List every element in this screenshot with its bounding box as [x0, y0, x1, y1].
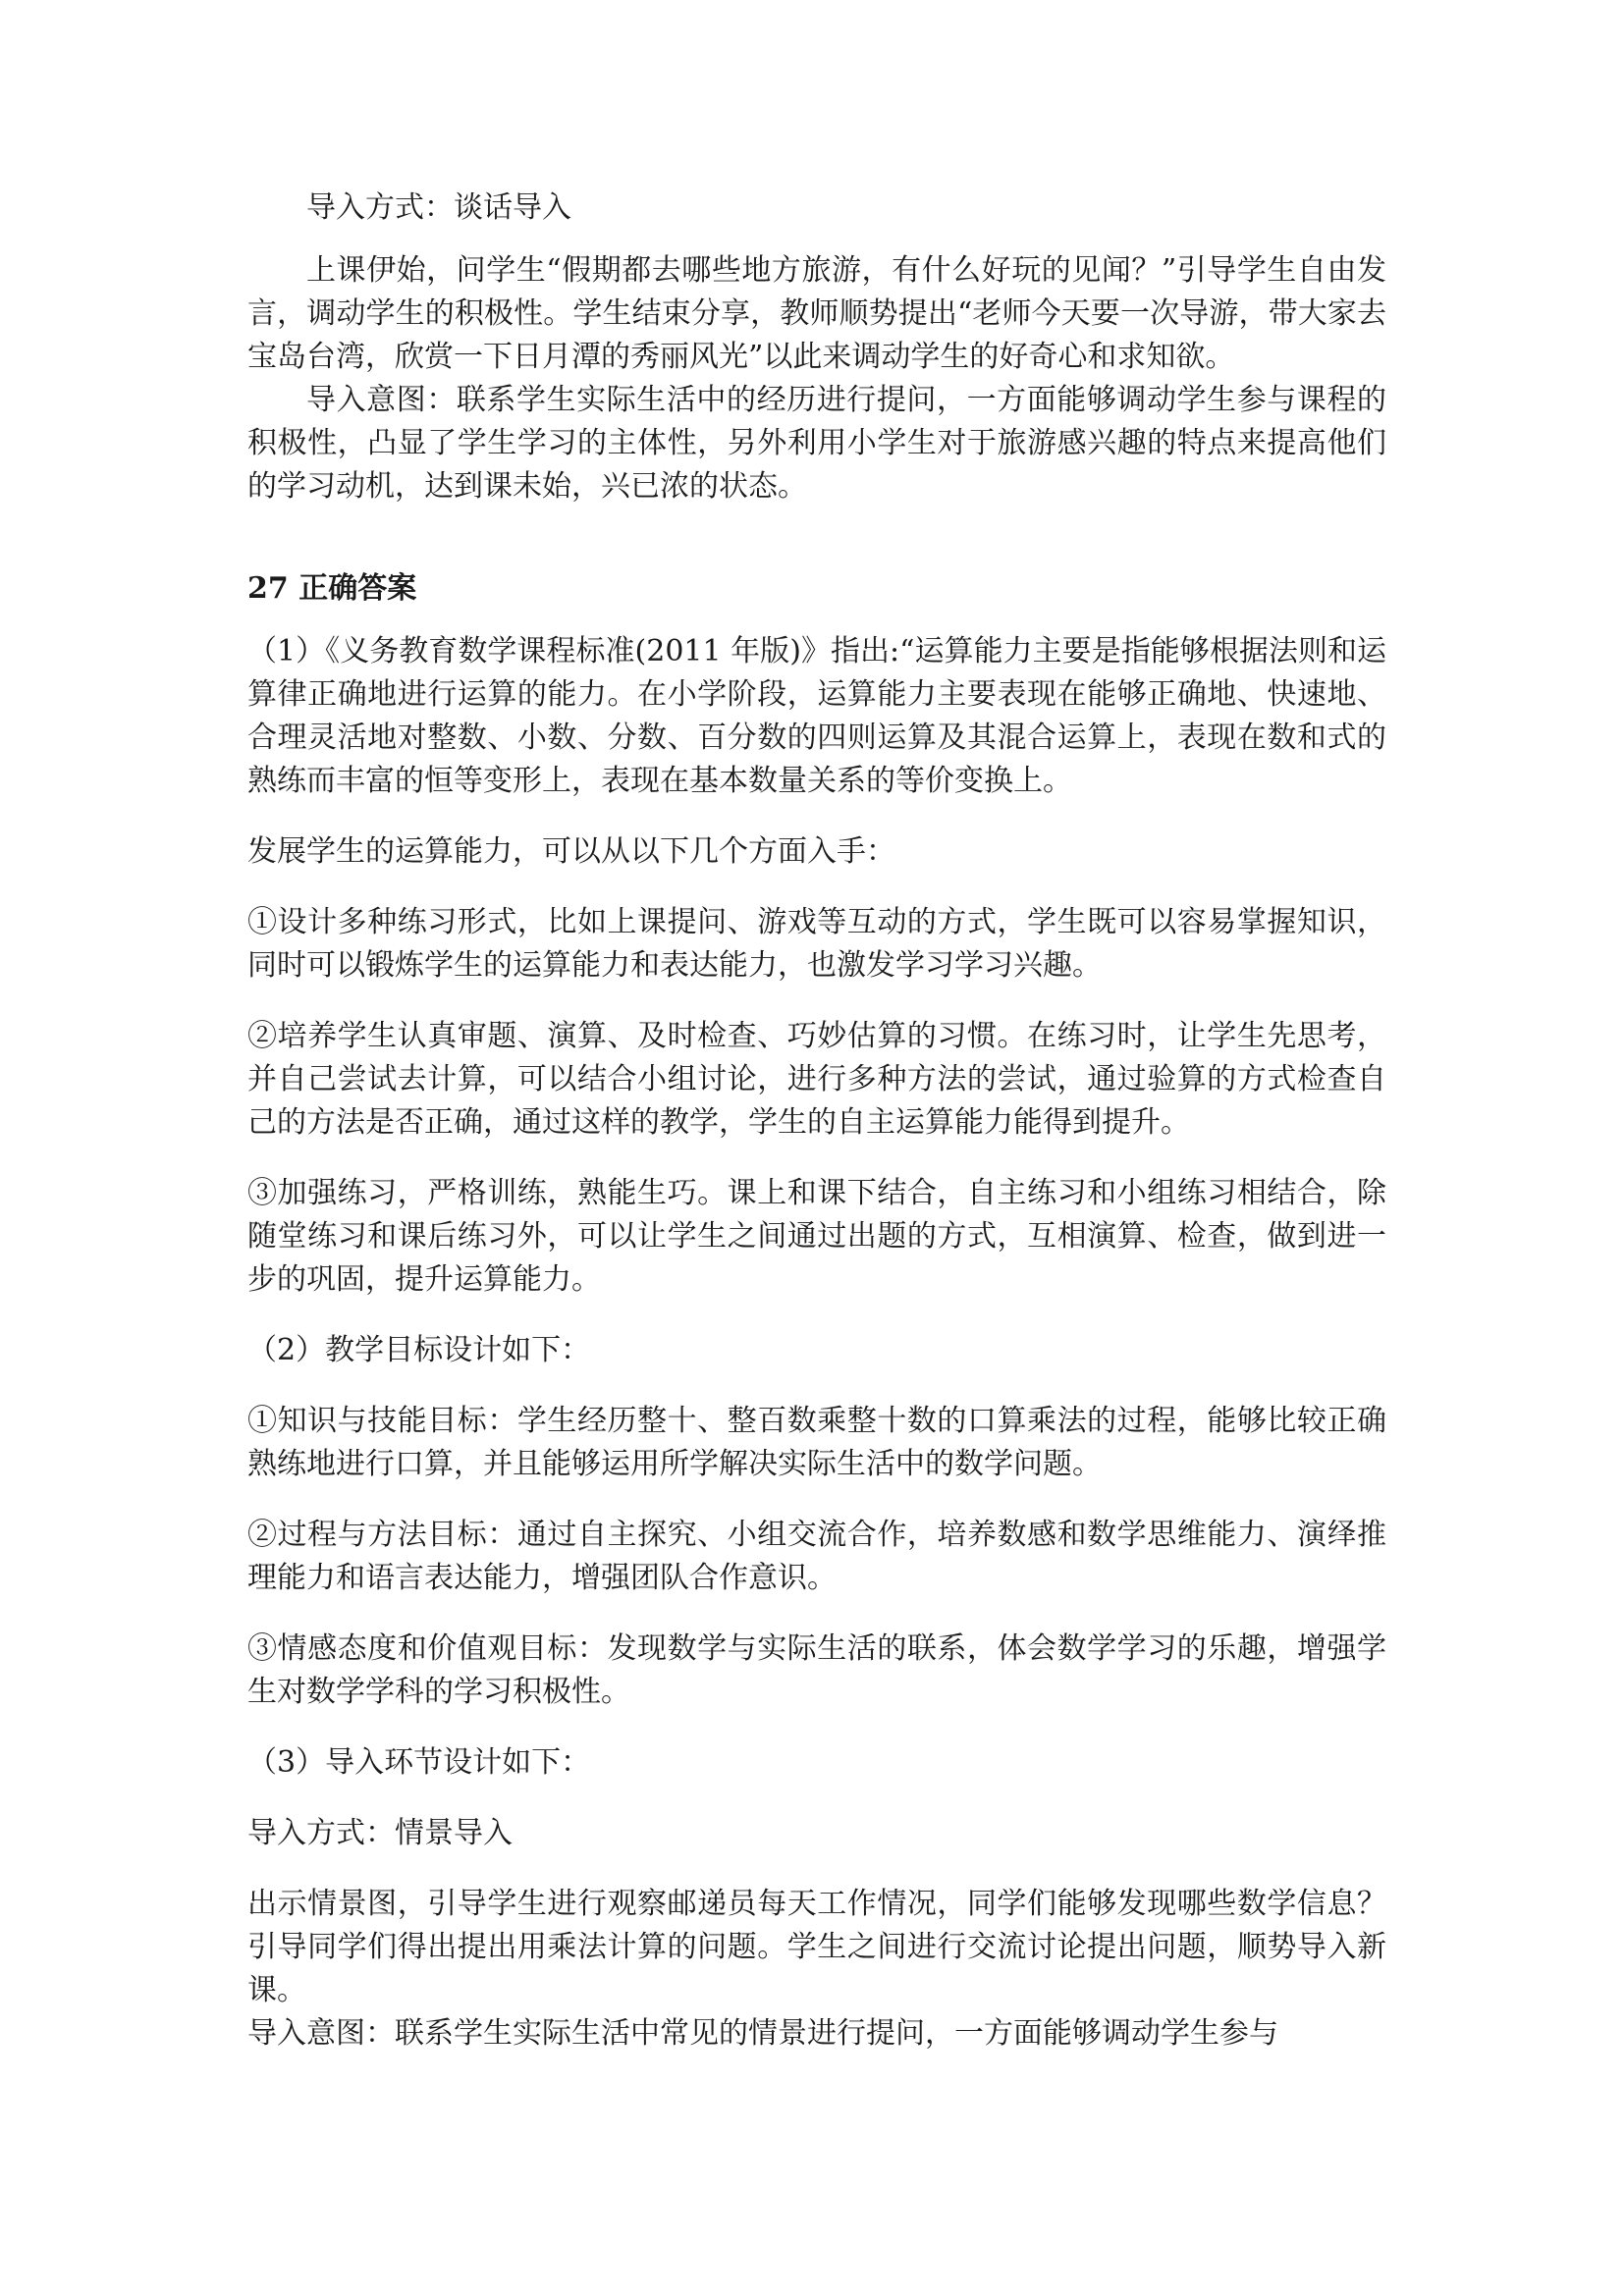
goal-knowledge: ①知识与技能目标：学生经历整十、整百数乘整十数的口算乘法的过程，能够比较正确熟练地进行口算，并且能够运用所学解决实际生活中的数学问题。: [247, 1404, 1386, 1481]
develop-intro: 发展学生的运算能力，可以从以下几个方面入手：: [247, 834, 895, 869]
intro-method-b: 导入方式：情景导入: [247, 1816, 513, 1850]
part2-heading: （2）教学目标设计如下：: [247, 1333, 591, 1367]
part1-paragraph: （1）《义务教育数学课程标准(2011 年版)》指出:“运算能力主要是指能够根据法则和运算律正确地进行运算的能力。在小学阶段，运算能力主要表现在能够正确地、快速地、合理灵活地对整数、小数、分数、百分数的四则运算及其混合运算上，表现在数和式的熟练而丰富的恒等变形上，表现在基本数量关系的等价变换上。: [247, 634, 1386, 798]
part3-heading: （3）导入环节设计如下：: [247, 1745, 591, 1780]
intro-intent-a: 导入意图：联系学生实际生活中的经历进行提问，一方面能够调动学生参与课程的积极性，凸显了学生学习的主体性，另外利用小学生对于旅游感兴趣的特点来提高他们的学习动机，达到课未始，兴已浓的状态。: [247, 383, 1386, 504]
answer-heading: 27 正确答案: [247, 571, 417, 606]
goal-emotion: ③情感态度和价值观目标：发现数学与实际生活的联系，体会数学学习的乐趣，增强学生对数学学科的学习积极性。: [247, 1631, 1386, 1709]
intro-intent-b: 导入意图：联系学生实际生活中常见的情景进行提问，一方面能够调动学生参与: [247, 2016, 1278, 2051]
method-point-2: ②培养学生认真审题、演算、及时检查、巧妙估算的习惯。在练习时，让学生先思考，并自己尝试去计算，可以结合小组讨论，进行多种方法的尝试，通过验算的方式检查自己的方法是否正确，通过这样的教学，学生的自主运算能力能得到提升。: [247, 1019, 1386, 1140]
method-point-3: ③加强练习，严格训练，熟能生巧。课上和课下结合，自主练习和小组练习相结合，除随堂练习和课后练习外，可以让学生之间通过出题的方式，互相演算、检查，做到进一步的巩固，提升运算能力。: [247, 1176, 1386, 1297]
document-page: [247, 187, 1386, 2056]
intro-method-a: 导入方式：谈话导入: [306, 190, 571, 225]
intro-process-a: 上课伊始，问学生“假期都去哪些地方旅游，有什么好玩的见闻？”引导学生自由发言，调动学生的积极性。学生结束分享，教师顺势提出“老师今天要一次导游，带大家去宝岛台湾，欣赏一下日月潭的秀丽风光”以此来调动学生的好奇心和求知欲。: [247, 253, 1386, 374]
method-point-1: ①设计多种练习形式，比如上课提问、游戏等互动的方式，学生既可以容易掌握知识，同时可以锻炼学生的运算能力和表达能力，也激发学习学习兴趣。: [247, 905, 1386, 983]
goal-process: ②过程与方法目标：通过自主探究、小组交流合作，培养数感和数学思维能力、演绎推理能力和语言表达能力，增强团队合作意识。: [247, 1518, 1386, 1595]
intro-process-b: 出示情景图，引导学生进行观察邮递员每天工作情况，同学们能够发现哪些数学信息？引导同学们得出提出用乘法计算的问题。学生之间进行交流讨论提出问题，顺势导入新课。: [247, 1887, 1386, 2007]
